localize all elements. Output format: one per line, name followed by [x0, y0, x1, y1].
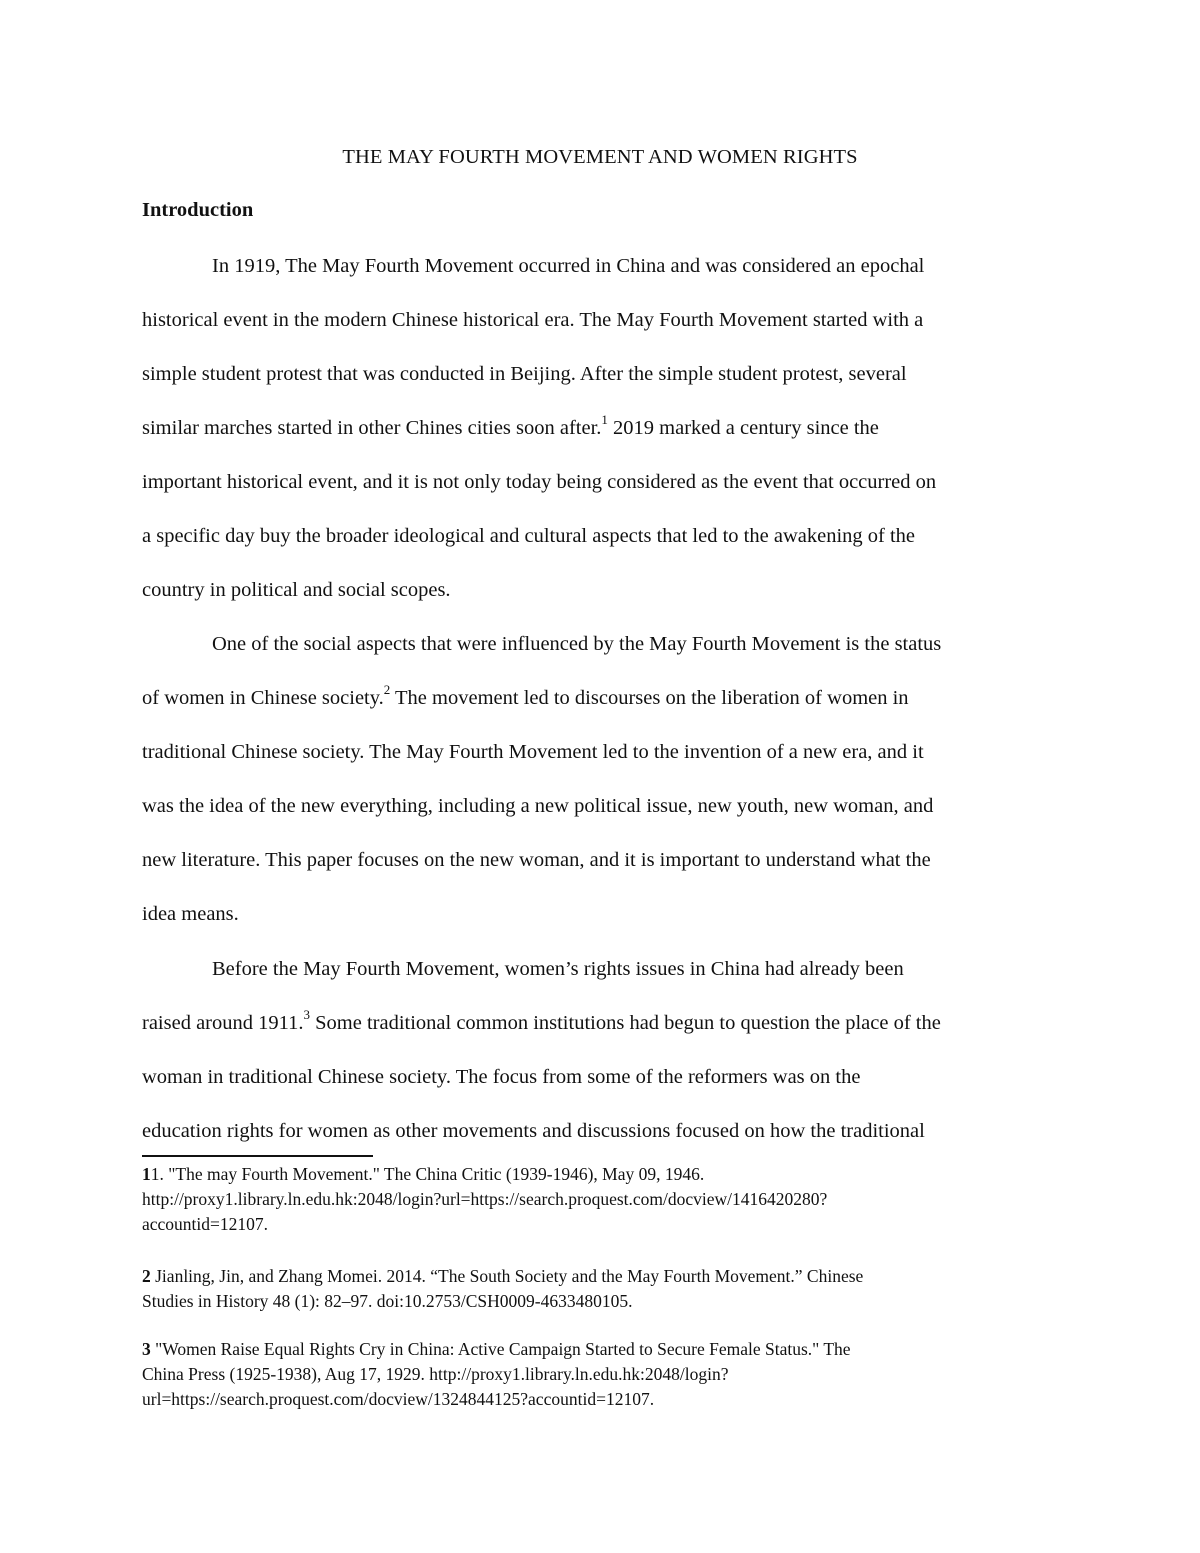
footnote-text: 1. "The may Fourth Movement." The China Critic (1939-1946), May 09, 1946. — [150, 1164, 705, 1184]
footnote-text: Jianling, Jin, and Zhang Momei. 2014. “The South Society and the May Fourth Movement.” Chinese — [150, 1266, 864, 1286]
footnote-ref[interactable]: 1 — [601, 412, 608, 428]
footnote-number: 2 — [142, 1266, 151, 1286]
footnote-line — [142, 1337, 1072, 1362]
body-line: simple student protest that was conducted in Beijing. After the simple student protest, several — [142, 363, 907, 385]
body-line — [142, 413, 879, 443]
body-line: was the idea of the new everything, including a new political issue, new youth, new woman, and — [142, 795, 934, 817]
body-text: of women in Chinese society. — [142, 687, 384, 709]
footnote-separator — [142, 1155, 373, 1157]
body-line: a specific day buy the broader ideological and cultural aspects that led to the awakening of the — [142, 525, 916, 547]
body-line: idea means. — [142, 903, 239, 925]
footnote-number: 1 — [142, 1164, 151, 1184]
body-line — [142, 1008, 941, 1038]
body-line — [142, 683, 909, 713]
footnote-line[interactable]: China Press (1925-1938), Aug 17, 1929. http://proxy1.library.ln.edu.hk:2048/login? — [142, 1364, 729, 1384]
body-text: raised around 1911. — [142, 1012, 304, 1034]
body-line: historical event in the modern Chinese historical era. The May Fourth Movement started with a — [142, 309, 924, 331]
body-line: woman in traditional Chinese society. The focus from some of the reformers was on the — [142, 1066, 861, 1088]
footnote-text: "Women Raise Equal Rights Cry in China: Active Campaign Started to Secure Female Status." The — [150, 1339, 851, 1359]
body-text: The movement led to discourses on the liberation of women in — [390, 687, 909, 709]
footnote-line: accountid=12107. — [142, 1214, 269, 1234]
footnote-number: 3 — [142, 1339, 151, 1359]
document-title: THE MAY FOURTH MOVEMENT AND WOMEN RIGHTS — [342, 146, 858, 168]
footnote-2 — [142, 1264, 1072, 1314]
body-line: One of the social aspects that were influenced by the May Fourth Movement is the status — [212, 633, 942, 655]
footnote-line[interactable]: http://proxy1.library.ln.edu.hk:2048/login?url=https://search.proquest.com/docview/1416420280? — [142, 1189, 828, 1209]
footnote-line — [142, 1162, 1072, 1187]
footnote-line: Studies in History 48 (1): 82–97. doi:10.2753/CSH0009-4633480105. — [142, 1291, 633, 1311]
footnote-ref[interactable]: 3 — [303, 1007, 310, 1023]
footnote-3 — [142, 1337, 1072, 1412]
body-line: In 1919, The May Fourth Movement occurred in China and was considered an epochal — [212, 255, 925, 277]
body-text: similar marches started in other Chines cities soon after. — [142, 417, 602, 439]
body-text: Some traditional common institutions had begun to question the place of the — [310, 1012, 941, 1034]
body-line: important historical event, and it is not only today being considered as the event that occurred on — [142, 471, 937, 493]
footnote-1 — [142, 1162, 1072, 1237]
body-line: country in political and social scopes. — [142, 579, 451, 601]
footnote-line — [142, 1264, 1072, 1289]
footnote-line[interactable]: url=https://search.proquest.com/docview/1324844125?accountid=12107. — [142, 1389, 655, 1409]
body-line: education rights for women as other movements and discussions focused on how the traditional — [142, 1120, 925, 1142]
body-line: new literature. This paper focuses on the new woman, and it is important to understand what the — [142, 849, 931, 871]
section-heading: Introduction — [142, 199, 254, 221]
body-text: 2019 marked a century since the — [607, 417, 879, 439]
body-line: traditional Chinese society. The May Fourth Movement led to the invention of a new era, and it — [142, 741, 924, 763]
body-line: Before the May Fourth Movement, women’s rights issues in China had already been — [212, 958, 904, 980]
footnote-ref[interactable]: 2 — [383, 682, 391, 698]
